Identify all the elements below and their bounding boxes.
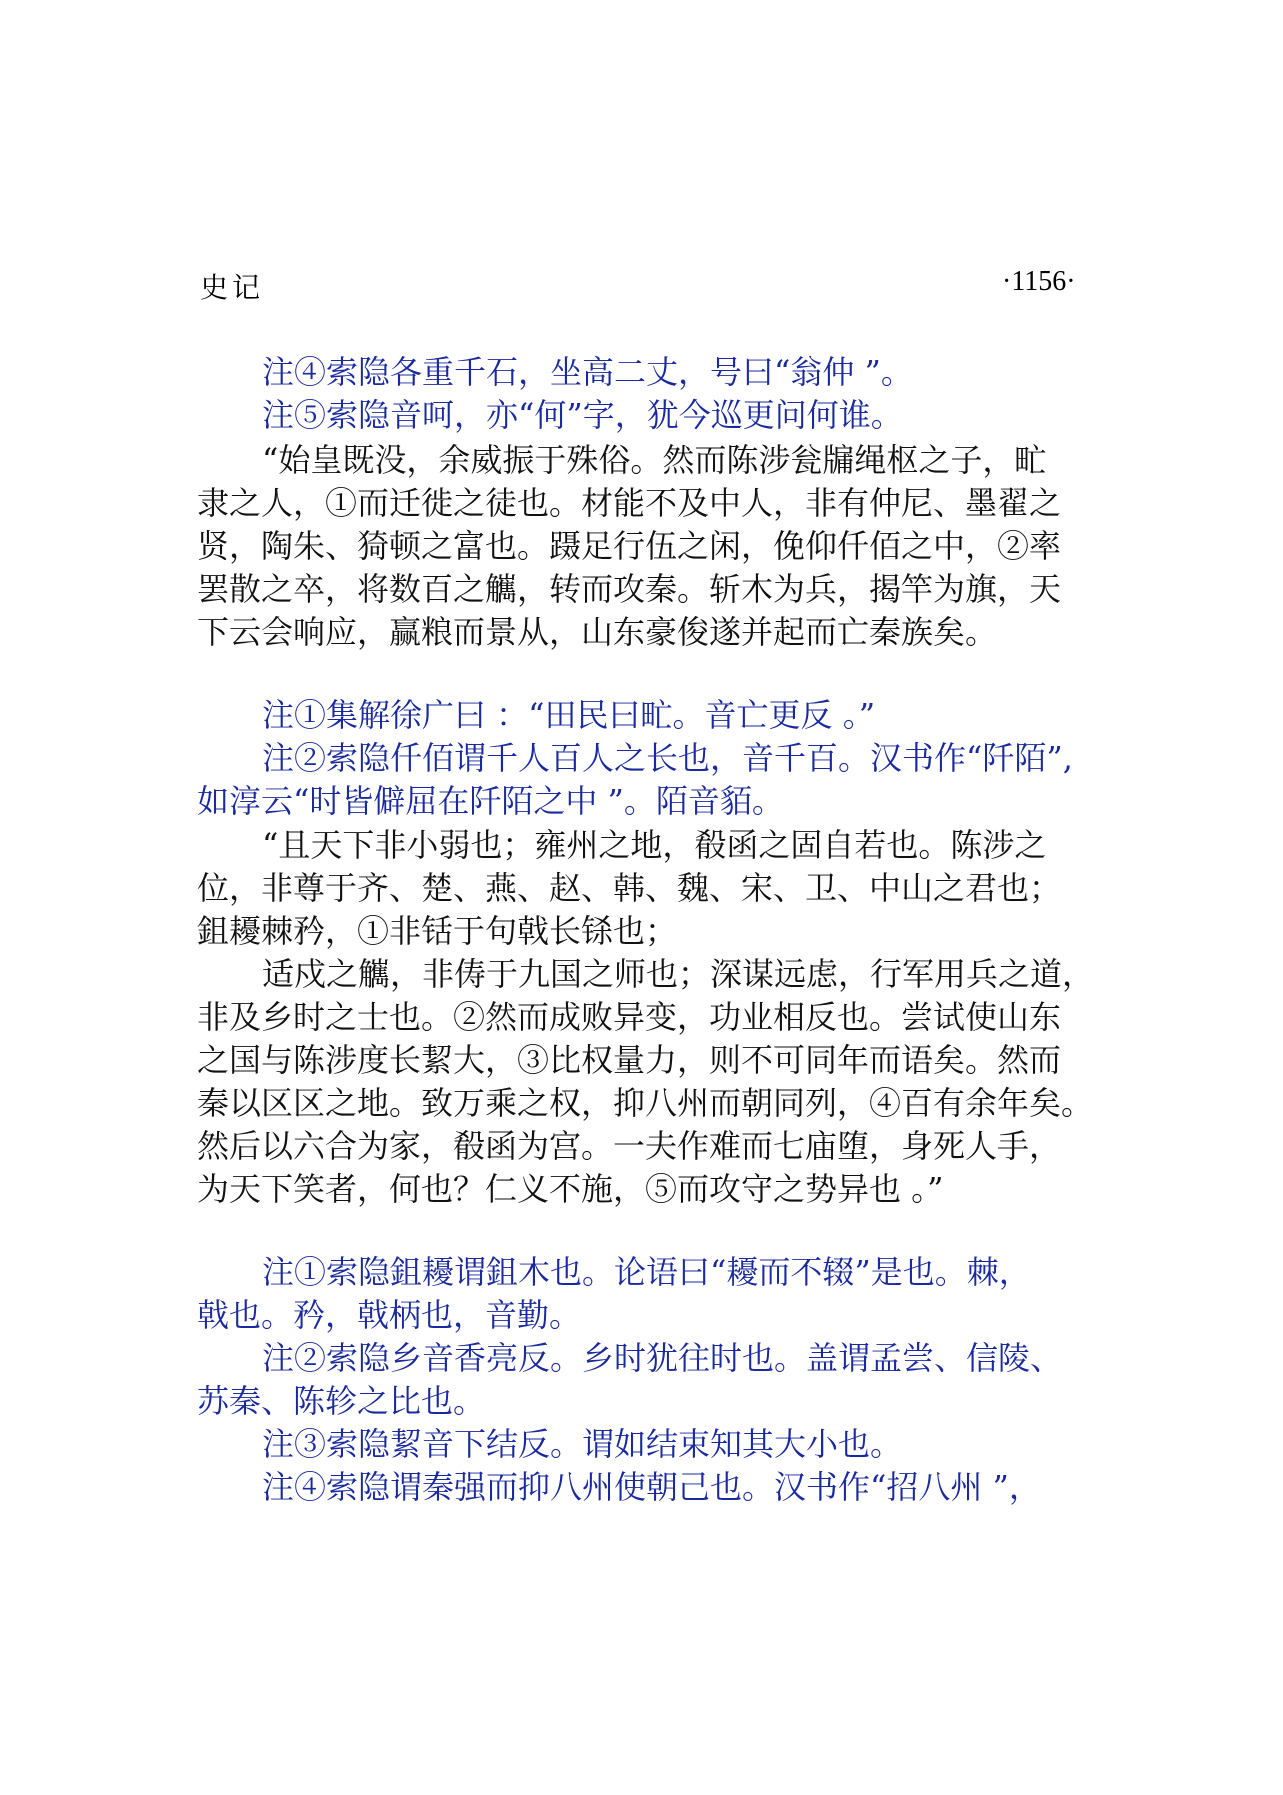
text-line: 然后以六合为家，殽函为宫。一夫作难而七庙堕，身死人手， — [197, 1127, 1062, 1165]
note-line: 注②索隐仟佰谓千人百人之长也，音千百。汉书作“阡陌”, — [262, 739, 1073, 777]
text-line: 罢散之卒，将数百之觽，转而攻秦。斩木为兵，揭竿为旗，天 — [197, 570, 1062, 608]
note-line: 注④索隐谓秦强而抑八州使朝己也。汉书作“招八州 ”， — [262, 1468, 1041, 1506]
text-line: 非及乡时之士也。②然而成败异变，功业相反也。尝试使山东 — [197, 998, 1062, 1036]
note-line: 注③索隐絜音下结反。谓如结束知其大小也。 — [262, 1425, 903, 1463]
note-line: 戟也。矜，戟柄也，音勤。 — [197, 1296, 582, 1334]
note-line: 注④索隐各重千石，坐高二丈，号曰“翁仲 ”。 — [262, 353, 913, 391]
note-line: 如淳云“时皆僻屈在阡陌之中 ”。陌音貊。 — [197, 782, 784, 820]
book-title: 史记 — [200, 271, 265, 304]
note-line: 注①索隐鉏耰谓鉏木也。论语曰“耰而不辍”是也。棘， — [262, 1253, 1031, 1291]
text-line: 适戍之觽，非俦于九国之师也；深谋远虑，行军用兵之道， — [262, 955, 1095, 993]
text-line: “且天下非小弱也；雍州之地，殽函之固自若也。陈涉之 — [262, 826, 1047, 864]
note-line: 注⑤索隐音呵，亦“何”字，犹今巡更问何谁。 — [262, 396, 903, 434]
text-line: 贤，陶朱、猗顿之富也。蹑足行伍之闲，俛仰仟佰之中，②率 — [197, 527, 1062, 565]
note-line: 注②索隐乡音香亮反。乡时犹往时也。盖谓孟尝、信陵、 — [262, 1339, 1063, 1377]
text-line: 隶之人，①而迁徙之徒也。材能不及中人，非有仲尼、墨翟之 — [197, 484, 1062, 522]
text-line: 为天下笑者，何也？仁义不施，⑤而攻守之势异也 。” — [197, 1170, 944, 1208]
text-line: 鉏耰棘矜，①非铦于句戟长铩也； — [197, 912, 678, 950]
text-line: 之国与陈涉度长絜大，③比权量力，则不可同年而语矣。然而 — [197, 1041, 1062, 1079]
text-line: 位，非尊于齐、楚、燕、赵、韩、魏、宋、卫、中山之君也； — [197, 869, 1062, 907]
text-line: 下云会响应，赢粮而景从，山东豪俊遂并起而亡秦族矣。 — [197, 613, 998, 651]
text-line: “始皇既没，余威振于殊俗。然而陈涉瓮牖绳枢之子，甿 — [262, 441, 1047, 479]
note-line: 苏秦、陈轸之比也。 — [197, 1382, 486, 1420]
note-line: 注①集解徐广曰 ：“田民曰甿。音亡更反 。” — [262, 696, 876, 734]
text-line: 秦以区区之地。致万乘之权，抑八州而朝同列，④百有余年矣。 — [197, 1084, 1094, 1122]
page-number: ·1156· — [1002, 266, 1076, 297]
